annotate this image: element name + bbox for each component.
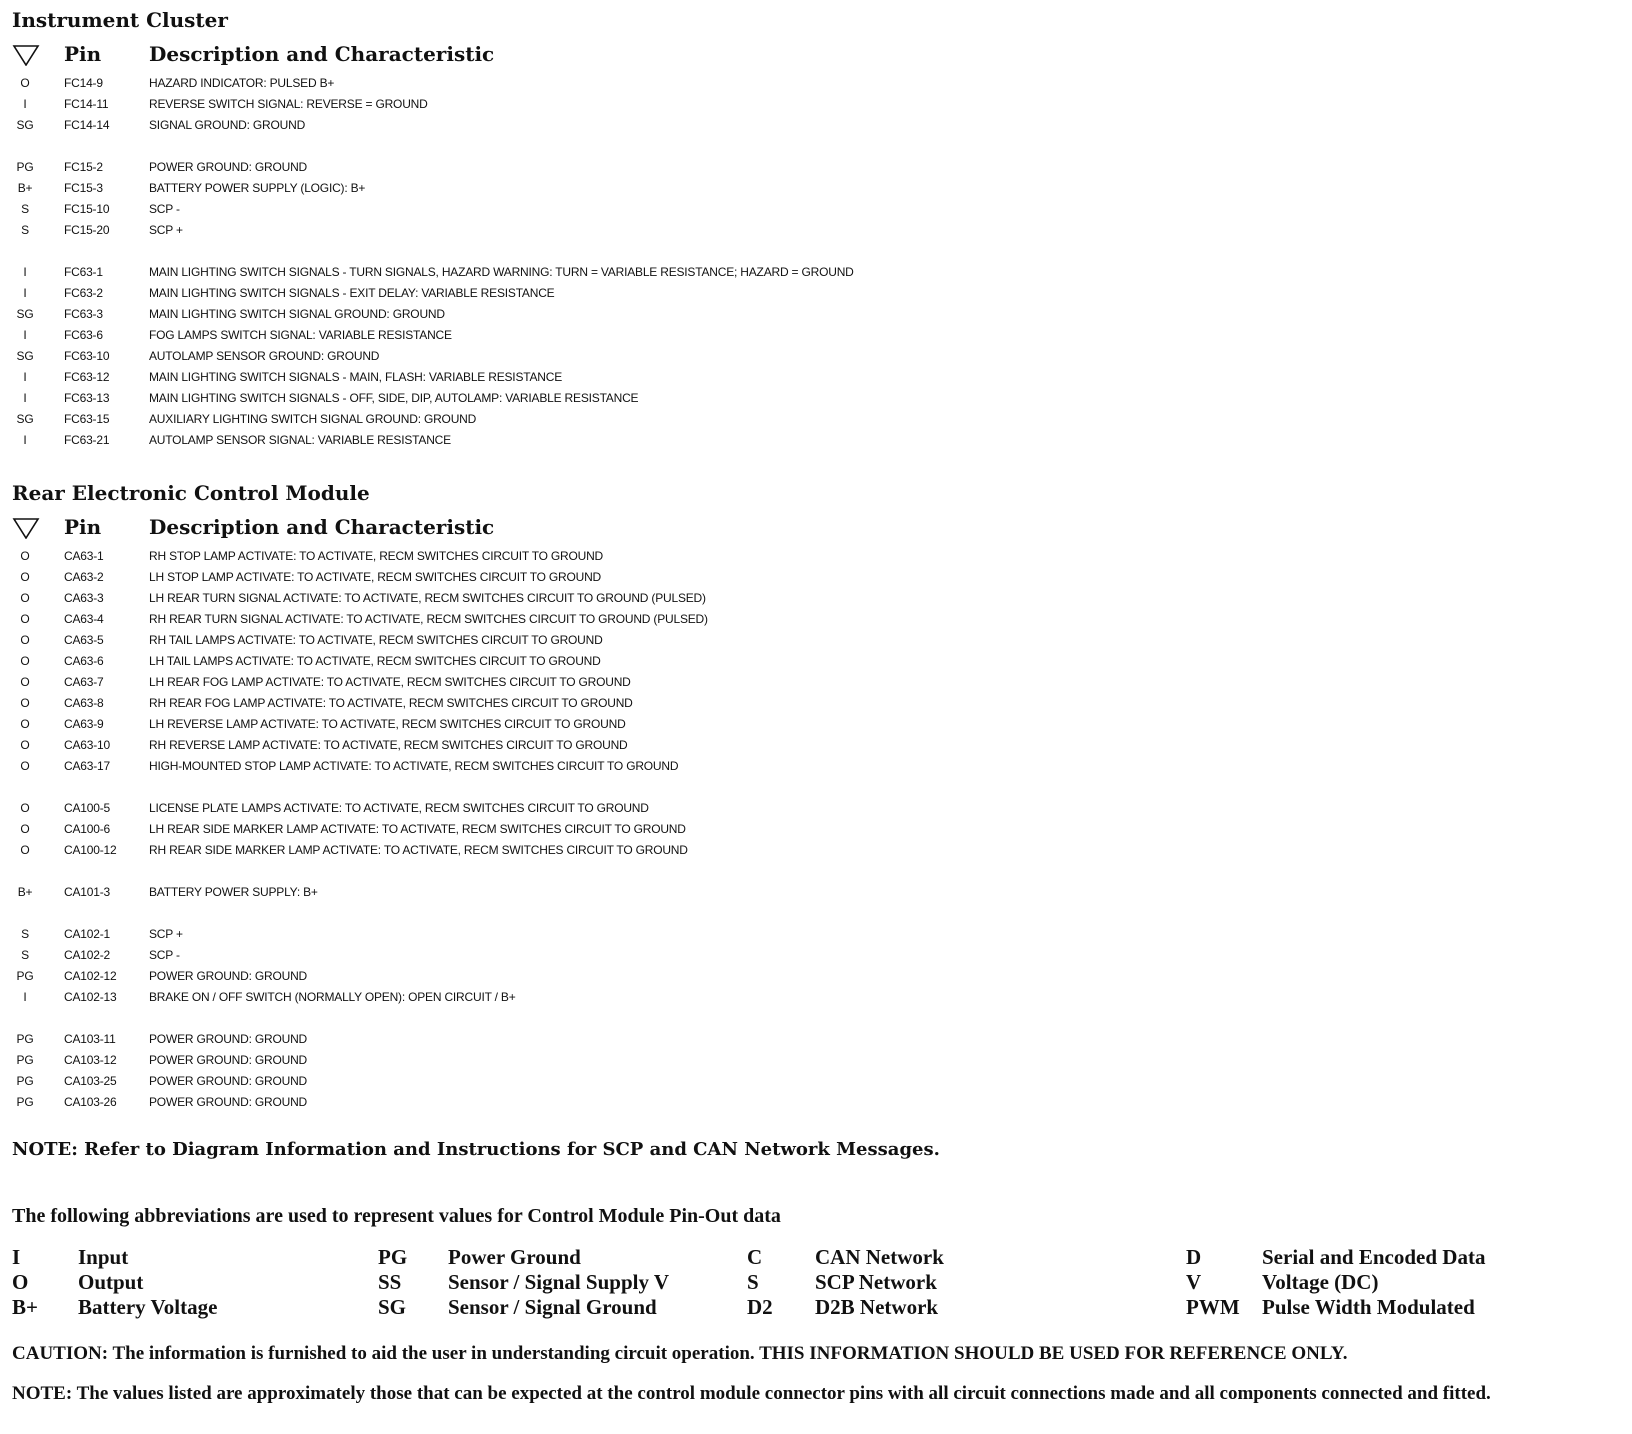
pin-description: MAIN LIGHTING SWITCH SIGNALS - MAIN, FLASH: VARIABLE RESISTANCE xyxy=(149,370,563,384)
pin-description: LH STOP LAMP ACTIVATE: TO ACTIVATE, RECM SWITCHES CIRCUIT TO GROUND xyxy=(149,570,602,584)
pin-description: MAIN LIGHTING SWITCH SIGNALS - OFF, SIDE, DIP, AUTOLAMP: VARIABLE RESISTANCE xyxy=(149,391,639,405)
pin-id: CA63-8 xyxy=(64,696,104,710)
pin-id: CA100-12 xyxy=(64,843,117,857)
pin-row xyxy=(0,756,1000,777)
pin-id: FC15-3 xyxy=(64,181,103,195)
abbreviation-label: Pulse Width Modulated xyxy=(1262,1295,1475,1319)
pin-row xyxy=(0,945,1000,966)
pin-description: POWER GROUND: GROUND xyxy=(149,969,308,983)
abbreviation-label: D2B Network xyxy=(815,1295,939,1319)
pin-type: O xyxy=(20,738,30,752)
abbreviation-code: S xyxy=(747,1270,759,1294)
pin-description: FOG LAMPS SWITCH SIGNAL: VARIABLE RESISTANCE xyxy=(149,328,452,342)
pin-row xyxy=(0,693,1000,714)
pin-type: PG xyxy=(16,160,34,174)
pin-id: CA102-2 xyxy=(64,948,110,962)
pin-id: CA102-12 xyxy=(64,969,117,983)
pin-type: S xyxy=(21,948,29,962)
pin-row xyxy=(0,262,1000,283)
pin-id: CA63-6 xyxy=(64,654,104,668)
pin-id: CA63-1 xyxy=(64,549,104,563)
pin-row xyxy=(0,157,1000,178)
pin-id: CA101-3 xyxy=(64,885,110,899)
pin-id: CA100-6 xyxy=(64,822,110,836)
pin-type: S xyxy=(21,223,29,237)
pin-id: FC63-12 xyxy=(64,370,110,384)
pin-row xyxy=(0,924,1000,945)
recm-header xyxy=(12,515,712,545)
pin-type: I xyxy=(23,286,27,300)
pin-description: LH REAR FOG LAMP ACTIVATE: TO ACTIVATE, RECM SWITCHES CIRCUIT TO GROUND xyxy=(149,675,631,689)
pin-type: O xyxy=(20,822,30,836)
pin-id: CA63-7 xyxy=(64,675,104,689)
pin-type: I xyxy=(23,433,27,447)
instrument-cluster-header xyxy=(12,42,712,72)
abbreviation-label: SCP Network xyxy=(815,1270,937,1294)
pin-row xyxy=(0,882,1000,903)
pin-description: MAIN LIGHTING SWITCH SIGNALS - TURN SIGNALS, HAZARD WARNING: TURN = VARIABLE RESISTANCE; HAZARD = GROUND xyxy=(149,265,854,279)
pin-id: FC63-13 xyxy=(64,391,110,405)
pin-row xyxy=(0,630,1000,651)
signal-direction-triangle-icon xyxy=(12,44,40,66)
pin-type: PG xyxy=(16,1095,34,1109)
pin-description: POWER GROUND: GROUND xyxy=(149,1053,308,1067)
pin-row xyxy=(0,966,1000,987)
pin-type: S xyxy=(21,202,29,216)
pin-row xyxy=(0,346,1000,367)
pin-type: O xyxy=(20,76,30,90)
pin-id: CA63-4 xyxy=(64,612,104,626)
pin-description: RH REAR SIDE MARKER LAMP ACTIVATE: TO ACTIVATE, RECM SWITCHES CIRCUIT TO GROUND xyxy=(149,843,688,857)
pin-row xyxy=(0,73,1000,94)
abbreviation-code: O xyxy=(12,1270,29,1294)
pin-column-header: Pin xyxy=(64,42,102,66)
pin-type: SG xyxy=(16,349,34,363)
pin-type: O xyxy=(20,654,30,668)
pin-description: POWER GROUND: GROUND xyxy=(149,160,308,174)
pin-row xyxy=(0,1050,1000,1071)
abbreviation-code: PWM xyxy=(1186,1295,1240,1319)
pin-type: SG xyxy=(16,118,34,132)
pin-type: O xyxy=(20,717,30,731)
abbreviation-label: Input xyxy=(78,1245,129,1269)
pin-description: LH REAR SIDE MARKER LAMP ACTIVATE: TO ACTIVATE, RECM SWITCHES CIRCUIT TO GROUND xyxy=(149,822,686,836)
pin-id: CA103-25 xyxy=(64,1074,117,1088)
pin-type: I xyxy=(23,328,27,342)
pin-description: POWER GROUND: GROUND xyxy=(149,1095,308,1109)
pin-id: CA100-5 xyxy=(64,801,110,815)
instrument-cluster-pin-table xyxy=(0,73,1000,451)
pin-type: O xyxy=(20,843,30,857)
pin-type: I xyxy=(23,990,27,1004)
pin-row xyxy=(0,409,1000,430)
pin-column-header: Pin xyxy=(64,515,102,539)
pin-id: CA103-11 xyxy=(64,1032,116,1046)
pin-id: FC63-3 xyxy=(64,307,103,321)
pin-description: REVERSE SWITCH SIGNAL: REVERSE = GROUND xyxy=(149,97,428,111)
pin-row xyxy=(0,430,1000,451)
pin-description: HAZARD INDICATOR: PULSED B+ xyxy=(149,76,335,90)
pin-type: O xyxy=(20,696,30,710)
abbreviation-label: Serial and Encoded Data xyxy=(1262,1245,1486,1269)
pin-type: PG xyxy=(16,1074,34,1088)
pin-description: RH TAIL LAMPS ACTIVATE: TO ACTIVATE, RECM SWITCHES CIRCUIT TO GROUND xyxy=(149,633,603,647)
pin-row xyxy=(0,735,1000,756)
values-note: NOTE: The values listed are approximately those that can be expected at the control module connector pins with all circuit connections made and all components connected and fitted. xyxy=(12,1383,1491,1404)
pin-id: FC63-1 xyxy=(64,265,103,279)
abbreviation-code: SS xyxy=(378,1270,402,1294)
pin-id: CA63-3 xyxy=(64,591,104,605)
pin-type: B+ xyxy=(17,885,33,899)
pin-type: S xyxy=(21,927,29,941)
abbreviation-label: Power Ground xyxy=(448,1245,581,1269)
instrument-cluster-title: Instrument Cluster xyxy=(12,8,228,32)
pin-type: PG xyxy=(16,1053,34,1067)
pin-description: LICENSE PLATE LAMPS ACTIVATE: TO ACTIVATE, RECM SWITCHES CIRCUIT TO GROUND xyxy=(149,801,649,815)
pin-description: SCP + xyxy=(149,223,183,237)
pin-description: LH REVERSE LAMP ACTIVATE: TO ACTIVATE, RECM SWITCHES CIRCUIT TO GROUND xyxy=(149,717,626,731)
pin-id: CA63-5 xyxy=(64,633,104,647)
pin-type: O xyxy=(20,759,30,773)
recm-title: Rear Electronic Control Module xyxy=(12,481,370,505)
pin-type: I xyxy=(23,391,27,405)
pin-description: SCP - xyxy=(149,948,180,962)
pin-id: FC14-14 xyxy=(64,118,110,132)
pin-row xyxy=(0,1071,1000,1092)
pin-row xyxy=(0,283,1000,304)
pin-description: AUXILIARY LIGHTING SWITCH SIGNAL GROUND: GROUND xyxy=(149,412,477,426)
signal-direction-triangle-icon xyxy=(12,517,40,539)
abbreviation-code: PG xyxy=(378,1245,408,1269)
abbreviation-code: SG xyxy=(378,1295,407,1319)
abbreviation-label: CAN Network xyxy=(815,1245,944,1269)
pin-description: HIGH-MOUNTED STOP LAMP ACTIVATE: TO ACTIVATE, RECM SWITCHES CIRCUIT TO GROUND xyxy=(149,759,679,773)
pin-id: CA102-13 xyxy=(64,990,117,1004)
description-column-header: Description and Characteristic xyxy=(149,515,495,539)
pin-row xyxy=(0,199,1000,220)
pin-id: FC63-6 xyxy=(64,328,103,342)
pin-row xyxy=(0,714,1000,735)
pin-description: BRAKE ON / OFF SWITCH (NORMALLY OPEN): OPEN CIRCUIT / B+ xyxy=(149,990,516,1004)
pin-row xyxy=(0,567,1000,588)
pin-description: SCP - xyxy=(149,202,180,216)
pin-id: FC15-20 xyxy=(64,223,110,237)
pin-type: B+ xyxy=(17,181,33,195)
pin-description: POWER GROUND: GROUND xyxy=(149,1032,308,1046)
pin-description: RH REAR TURN SIGNAL ACTIVATE: TO ACTIVATE, RECM SWITCHES CIRCUIT TO GROUND (PULSED) xyxy=(149,612,708,626)
pin-row xyxy=(0,115,1000,136)
pin-type: O xyxy=(20,633,30,647)
abbreviations-intro: The following abbreviations are used to represent values for Control Module Pin-Out data xyxy=(12,1205,781,1227)
pin-description: RH STOP LAMP ACTIVATE: TO ACTIVATE, RECM SWITCHES CIRCUIT TO GROUND xyxy=(149,549,604,563)
pin-id: FC63-21 xyxy=(64,433,110,447)
pin-row xyxy=(0,325,1000,346)
pin-row xyxy=(0,367,1000,388)
pin-id: FC15-2 xyxy=(64,160,103,174)
pin-id: FC15-10 xyxy=(64,202,110,216)
pin-description: LH TAIL LAMPS ACTIVATE: TO ACTIVATE, RECM SWITCHES CIRCUIT TO GROUND xyxy=(149,654,601,668)
abbreviation-code: D2 xyxy=(747,1295,773,1319)
pin-id: CA102-1 xyxy=(64,927,110,941)
abbreviation-label: Sensor / Signal Supply V xyxy=(448,1270,669,1294)
pin-row xyxy=(0,220,1000,241)
pin-type: I xyxy=(23,370,27,384)
pin-description: AUTOLAMP SENSOR GROUND: GROUND xyxy=(149,349,380,363)
pin-type: O xyxy=(20,570,30,584)
abbreviation-label: Battery Voltage xyxy=(78,1295,218,1319)
recm-pin-table xyxy=(0,546,1000,1113)
pin-row xyxy=(0,178,1000,199)
pin-row xyxy=(0,588,1000,609)
pin-id: CA63-9 xyxy=(64,717,104,731)
pin-id: FC14-9 xyxy=(64,76,103,90)
abbreviation-code: V xyxy=(1186,1270,1202,1294)
pin-description: RH REAR FOG LAMP ACTIVATE: TO ACTIVATE, RECM SWITCHES CIRCUIT TO GROUND xyxy=(149,696,633,710)
pin-type: SG xyxy=(16,412,34,426)
pin-row xyxy=(0,94,1000,115)
abbreviation-label: Sensor / Signal Ground xyxy=(448,1295,657,1319)
pin-id: CA63-2 xyxy=(64,570,104,584)
pin-row xyxy=(0,672,1000,693)
pin-id: CA103-12 xyxy=(64,1053,117,1067)
pin-row xyxy=(0,609,1000,630)
pin-row xyxy=(0,546,1000,567)
pin-description: BATTERY POWER SUPPLY (LOGIC): B+ xyxy=(149,181,366,195)
pin-type: O xyxy=(20,612,30,626)
pin-id: FC14-11 xyxy=(64,97,109,111)
pin-row xyxy=(0,987,1000,1008)
pin-row xyxy=(0,651,1000,672)
pin-description: POWER GROUND: GROUND xyxy=(149,1074,308,1088)
pin-id: CA63-17 xyxy=(64,759,110,773)
pin-description: AUTOLAMP SENSOR SIGNAL: VARIABLE RESISTANCE xyxy=(149,433,451,447)
pin-type: PG xyxy=(16,969,34,983)
abbreviation-code: B+ xyxy=(12,1295,38,1319)
abbreviation-label: Output xyxy=(78,1270,144,1294)
pin-id: FC63-15 xyxy=(64,412,110,426)
pin-description: SIGNAL GROUND: GROUND xyxy=(149,118,306,132)
pin-row xyxy=(0,1029,1000,1050)
pin-row xyxy=(0,840,1000,861)
pin-type: O xyxy=(20,549,30,563)
abbreviation-code: C xyxy=(747,1245,763,1269)
pin-description: SCP + xyxy=(149,927,183,941)
pin-type: O xyxy=(20,591,30,605)
pin-description: MAIN LIGHTING SWITCH SIGNALS - EXIT DELAY: VARIABLE RESISTANCE xyxy=(149,286,555,300)
abbreviation-code: D xyxy=(1186,1245,1202,1269)
pin-id: CA63-10 xyxy=(64,738,110,752)
pin-type: I xyxy=(23,97,27,111)
pin-row xyxy=(0,304,1000,325)
abbreviation-code: I xyxy=(12,1245,21,1269)
pin-row xyxy=(0,388,1000,409)
pin-type: SG xyxy=(16,307,34,321)
pin-row xyxy=(0,1092,1000,1113)
network-note: NOTE: Refer to Diagram Information and Instructions for SCP and CAN Network Messages. xyxy=(12,1139,940,1160)
pin-id: FC63-2 xyxy=(64,286,103,300)
pin-type: O xyxy=(20,675,30,689)
pin-type: O xyxy=(20,801,30,815)
caution-text: CAUTION: The information is furnished to aid the user in understanding circuit operation. THIS INFORMATION SHOULD BE USED FOR REFERENCE ONLY. xyxy=(12,1343,1348,1364)
pin-id: CA103-26 xyxy=(64,1095,117,1109)
pin-row xyxy=(0,798,1000,819)
pin-row xyxy=(0,819,1000,840)
pin-type: I xyxy=(23,265,27,279)
pin-id: FC63-10 xyxy=(64,349,110,363)
pin-type: PG xyxy=(16,1032,34,1046)
pin-description: MAIN LIGHTING SWITCH SIGNAL GROUND: GROUND xyxy=(149,307,445,321)
abbreviation-label: Voltage (DC) xyxy=(1262,1270,1379,1294)
pin-description: RH REVERSE LAMP ACTIVATE: TO ACTIVATE, RECM SWITCHES CIRCUIT TO GROUND xyxy=(149,738,628,752)
pin-description: BATTERY POWER SUPPLY: B+ xyxy=(149,885,318,899)
description-column-header: Description and Characteristic xyxy=(149,42,495,66)
pin-description: LH REAR TURN SIGNAL ACTIVATE: TO ACTIVATE, RECM SWITCHES CIRCUIT TO GROUND (PULSED) xyxy=(149,591,706,605)
